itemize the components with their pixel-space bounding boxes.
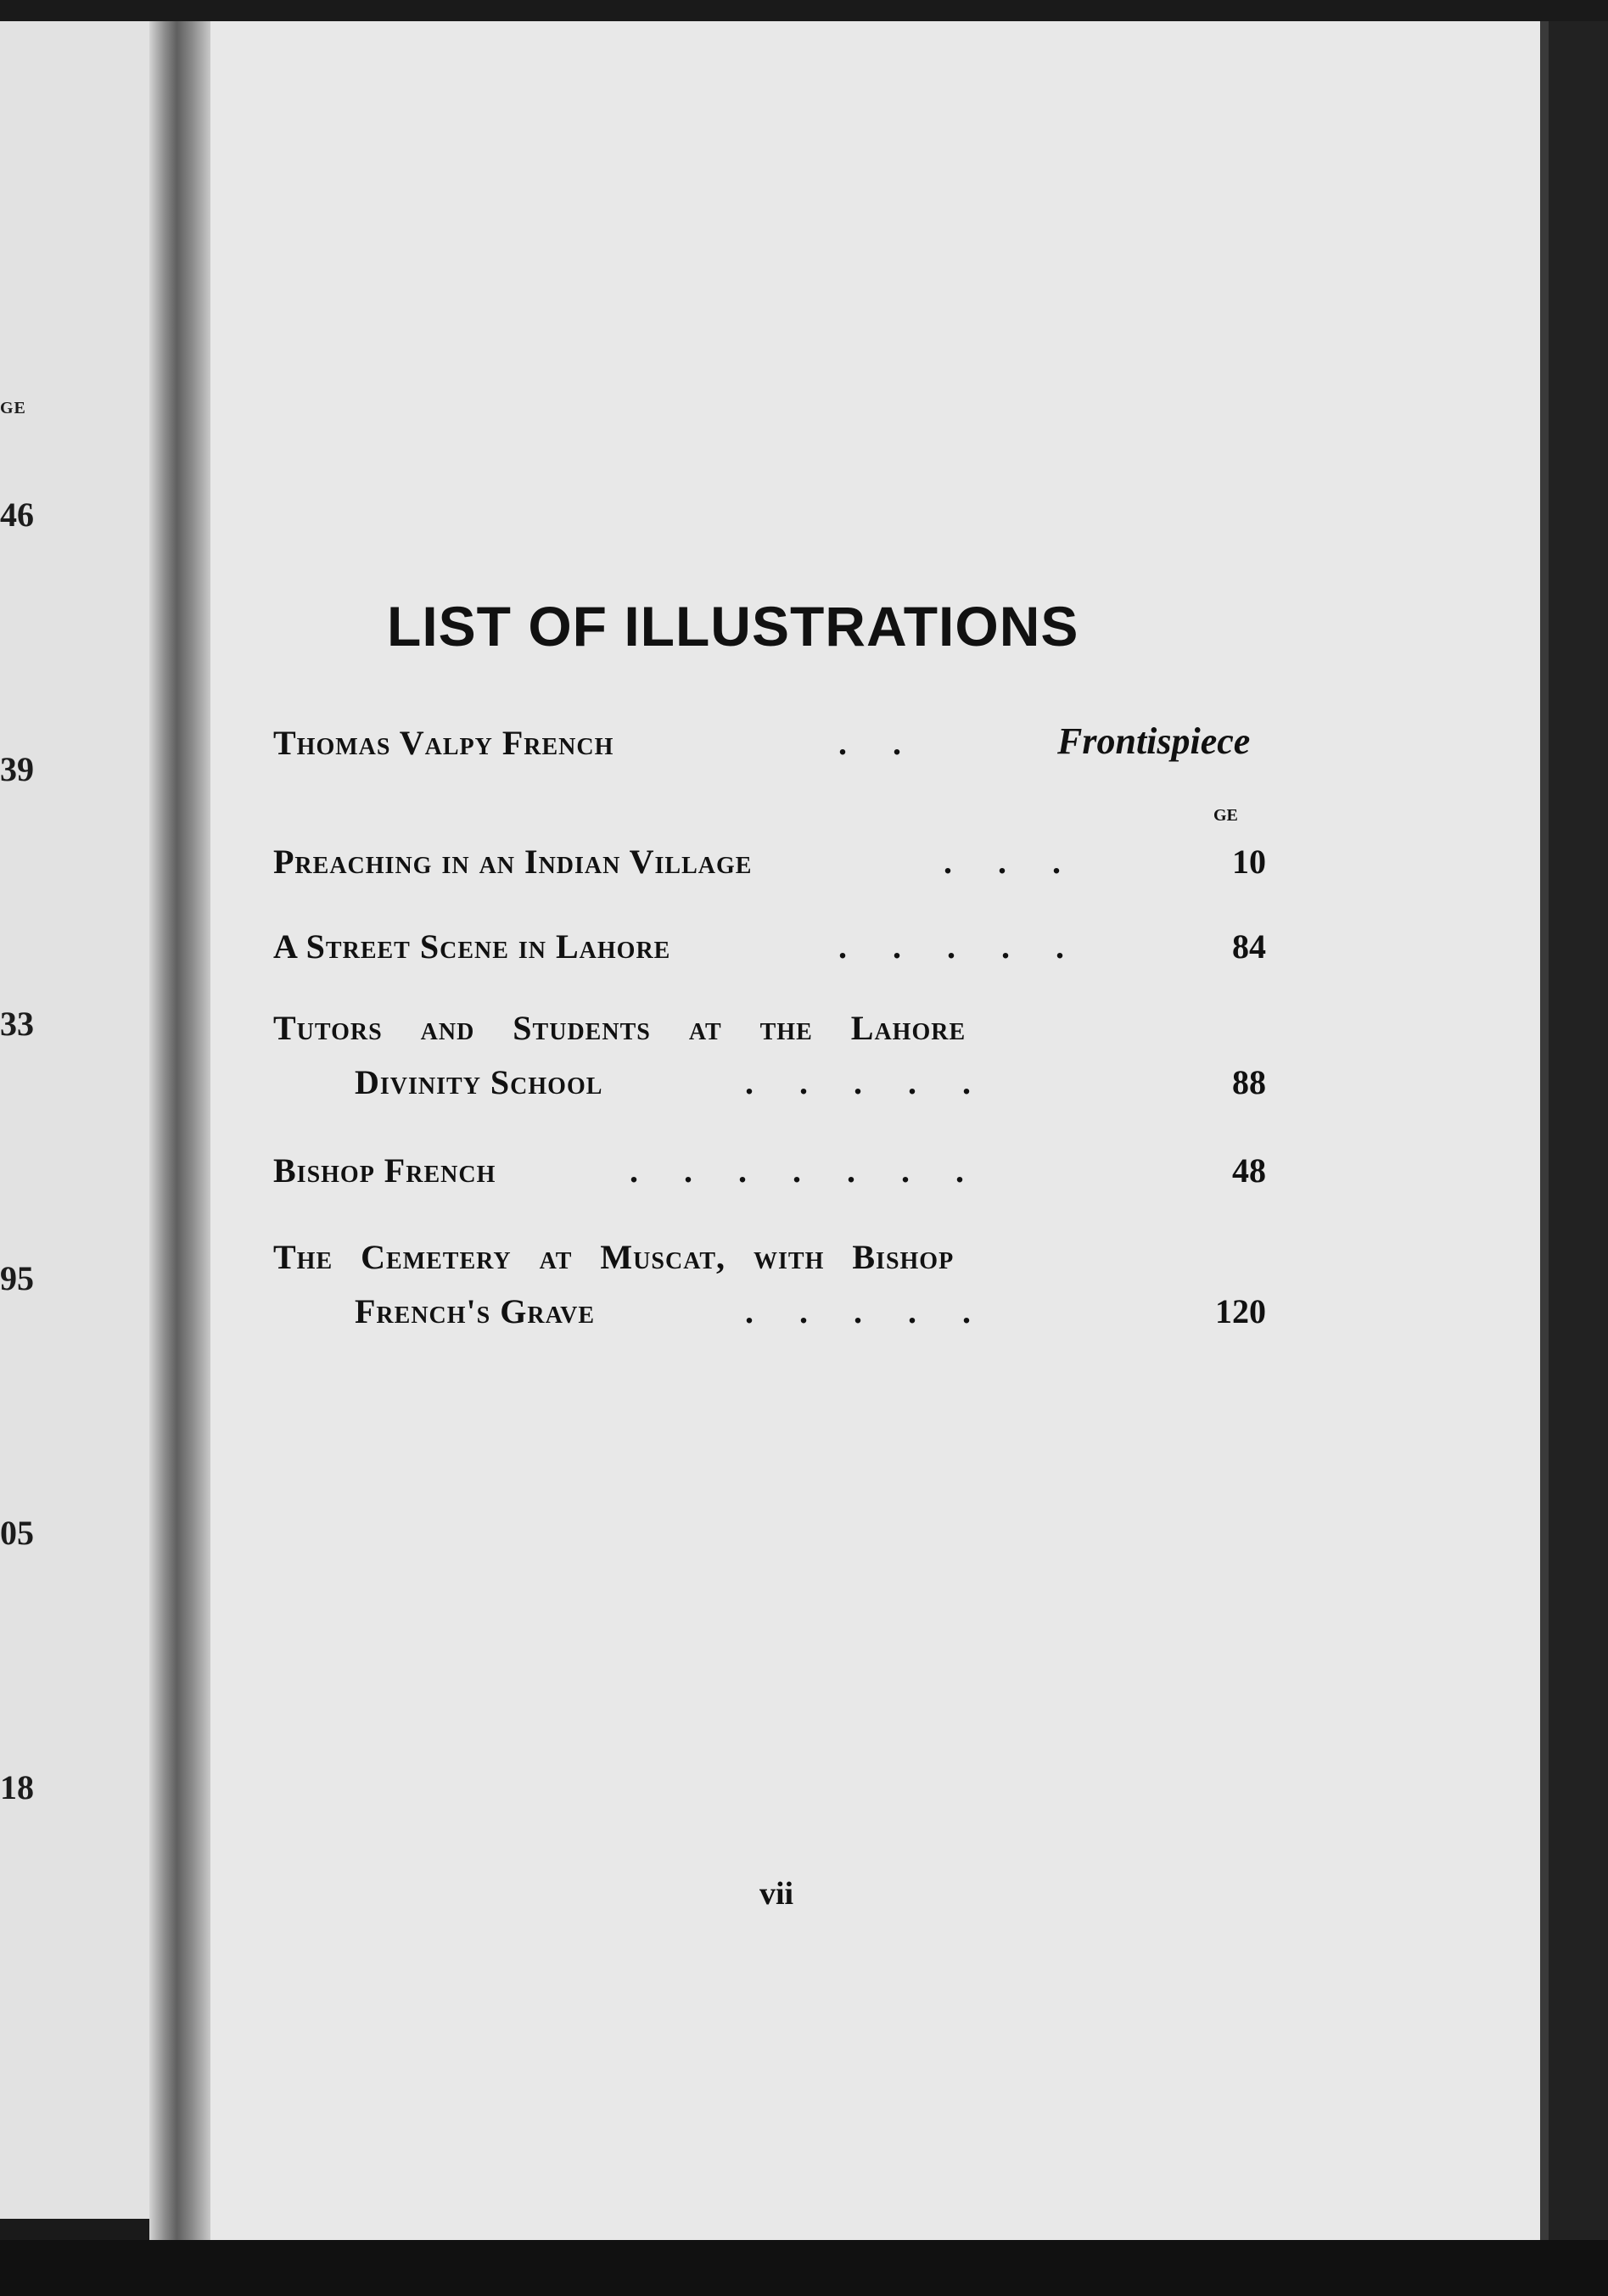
left-page-number: 95 xyxy=(0,1259,34,1297)
leader-dots: .. xyxy=(838,724,947,762)
left-page-number: 39 xyxy=(0,750,34,788)
left-facing-page xyxy=(0,21,149,2219)
illustration-page: 120 xyxy=(1215,1292,1266,1330)
left-page-number: 46 xyxy=(0,496,34,534)
page-number: vii xyxy=(759,1876,794,1912)
left-page-number: 33 xyxy=(0,1005,34,1043)
illustration-title-continued: Divinity School xyxy=(355,1063,603,1101)
illustration-page: 10 xyxy=(1232,843,1266,881)
illustration-page: Frontispiece xyxy=(1057,720,1251,762)
illustration-page: 88 xyxy=(1232,1063,1266,1101)
leader-dots: ..... xyxy=(745,1292,1017,1330)
page xyxy=(210,21,1549,2240)
leader-dots: ..... xyxy=(838,927,1110,966)
leader-dots: ... xyxy=(944,843,1107,881)
illustration-page: 48 xyxy=(1232,1151,1266,1190)
page-column-label: GE xyxy=(1213,806,1238,825)
illustration-title: The Cemetery at Muscat, with Bishop xyxy=(273,1238,955,1276)
scan-border xyxy=(0,2240,1608,2296)
illustration-title: Thomas Valpy French xyxy=(273,724,614,762)
leader-dots: ....... xyxy=(630,1151,1010,1190)
page-title: LIST OF ILLUSTRATIONS xyxy=(387,595,1079,658)
illustration-title: A Street Scene in Lahore xyxy=(273,927,671,966)
illustration-title: Bishop French xyxy=(273,1151,496,1190)
illustration-title: Tutors and Students at the Lahore xyxy=(273,1009,966,1047)
illustration-title-continued: French's Grave xyxy=(355,1292,596,1330)
illustration-page: 84 xyxy=(1232,927,1266,966)
leader-dots: ..... xyxy=(745,1063,1017,1101)
left-page-number: 05 xyxy=(0,1514,34,1552)
illustration-title: Preaching in an Indian Village xyxy=(273,843,753,881)
page-edge xyxy=(1549,21,1608,2240)
binding-gutter xyxy=(149,21,210,2240)
left-page-heading-fragment: GE xyxy=(0,399,26,417)
left-page-number: 18 xyxy=(0,1768,34,1806)
